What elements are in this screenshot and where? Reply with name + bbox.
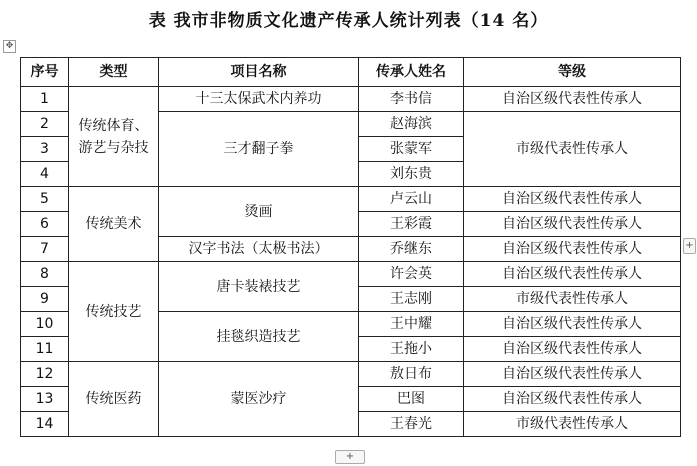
category-cell[interactable]: 传统美术: [69, 187, 159, 262]
header-cell-no: 序号: [21, 58, 69, 87]
header-cell-inheritor: 传承人姓名: [359, 58, 464, 87]
level-cell[interactable]: 自治区级代表性传承人: [464, 362, 681, 387]
level-cell[interactable]: 市级代表性传承人: [464, 112, 681, 187]
row-number[interactable]: 7: [21, 237, 69, 262]
project-cell[interactable]: 汉字书法（太极书法）: [159, 237, 359, 262]
row-number[interactable]: 10: [21, 312, 69, 337]
inheritor-cell[interactable]: 许会英: [359, 262, 464, 287]
inheritor-cell[interactable]: 王中耀: [359, 312, 464, 337]
category-label: 传统体育、游艺与杂技: [78, 117, 149, 156]
row-number[interactable]: 9: [21, 287, 69, 312]
project-cell[interactable]: 三才翻子拳: [159, 112, 359, 187]
category-cell[interactable]: 传统技艺: [69, 262, 159, 362]
level-cell[interactable]: 自治区级代表性传承人: [464, 212, 681, 237]
row-number[interactable]: 1: [21, 87, 69, 112]
header-cell-type: 类型: [69, 58, 159, 87]
level-cell[interactable]: 自治区级代表性传承人: [464, 87, 681, 112]
table-row: [21, 262, 681, 287]
table-row: [21, 362, 681, 387]
level-cell[interactable]: 自治区级代表性传承人: [464, 237, 681, 262]
row-number[interactable]: 12: [21, 362, 69, 387]
level-cell[interactable]: 自治区级代表性传承人: [464, 187, 681, 212]
header-row: [21, 58, 681, 87]
level-cell[interactable]: 自治区级代表性传承人: [464, 262, 681, 287]
inheritor-cell[interactable]: 张蒙军: [359, 137, 464, 162]
heritage-table: [20, 57, 681, 437]
project-cell[interactable]: 唐卡装裱技艺: [159, 262, 359, 312]
row-number[interactable]: 6: [21, 212, 69, 237]
row-number[interactable]: 14: [21, 412, 69, 437]
inheritor-cell[interactable]: 赵海滨: [359, 112, 464, 137]
header-cell-project: 项目名称: [159, 58, 359, 87]
inheritor-cell[interactable]: 王春光: [359, 412, 464, 437]
row-number[interactable]: 13: [21, 387, 69, 412]
row-number[interactable]: 2: [21, 112, 69, 137]
inheritor-cell[interactable]: 巴图: [359, 387, 464, 412]
level-cell[interactable]: 自治区级代表性传承人: [464, 387, 681, 412]
inheritor-cell[interactable]: 李书信: [359, 87, 464, 112]
project-cell[interactable]: 烫画: [159, 187, 359, 237]
row-number[interactable]: 8: [21, 262, 69, 287]
row-number[interactable]: 4: [21, 162, 69, 187]
row-number[interactable]: 3: [21, 137, 69, 162]
level-cell[interactable]: 市级代表性传承人: [464, 287, 681, 312]
header-cell-level: 等级: [464, 58, 681, 87]
project-cell[interactable]: 蒙医沙疗: [159, 362, 359, 437]
level-cell[interactable]: 自治区级代表性传承人: [464, 337, 681, 362]
inheritor-cell[interactable]: 王拖小: [359, 337, 464, 362]
inheritor-cell[interactable]: 王彩霞: [359, 212, 464, 237]
inheritor-cell[interactable]: 王志刚: [359, 287, 464, 312]
project-cell[interactable]: 挂毯织造技艺: [159, 312, 359, 362]
inheritor-cell[interactable]: 卢云山: [359, 187, 464, 212]
row-number[interactable]: 11: [21, 337, 69, 362]
table-row: [21, 187, 681, 212]
level-cell[interactable]: 市级代表性传承人: [464, 412, 681, 437]
inheritor-cell[interactable]: 乔继东: [359, 237, 464, 262]
category-cell[interactable]: [69, 87, 159, 187]
project-cell[interactable]: 十三太保武术内养功: [159, 87, 359, 112]
row-number[interactable]: 5: [21, 187, 69, 212]
level-cell[interactable]: 自治区级代表性传承人: [464, 312, 681, 337]
inheritor-cell[interactable]: 刘东贵: [359, 162, 464, 187]
document-title: 表 我市非物质文化遗产传承人统计列表（14 名）: [148, 11, 549, 31]
inheritor-cell[interactable]: 敖日布: [359, 362, 464, 387]
plus-icon[interactable]: +: [683, 238, 696, 254]
move-icon[interactable]: ✥: [3, 40, 16, 53]
category-cell[interactable]: 传统医药: [69, 362, 159, 437]
table-row: [21, 87, 681, 112]
plus-icon[interactable]: +: [335, 450, 365, 464]
